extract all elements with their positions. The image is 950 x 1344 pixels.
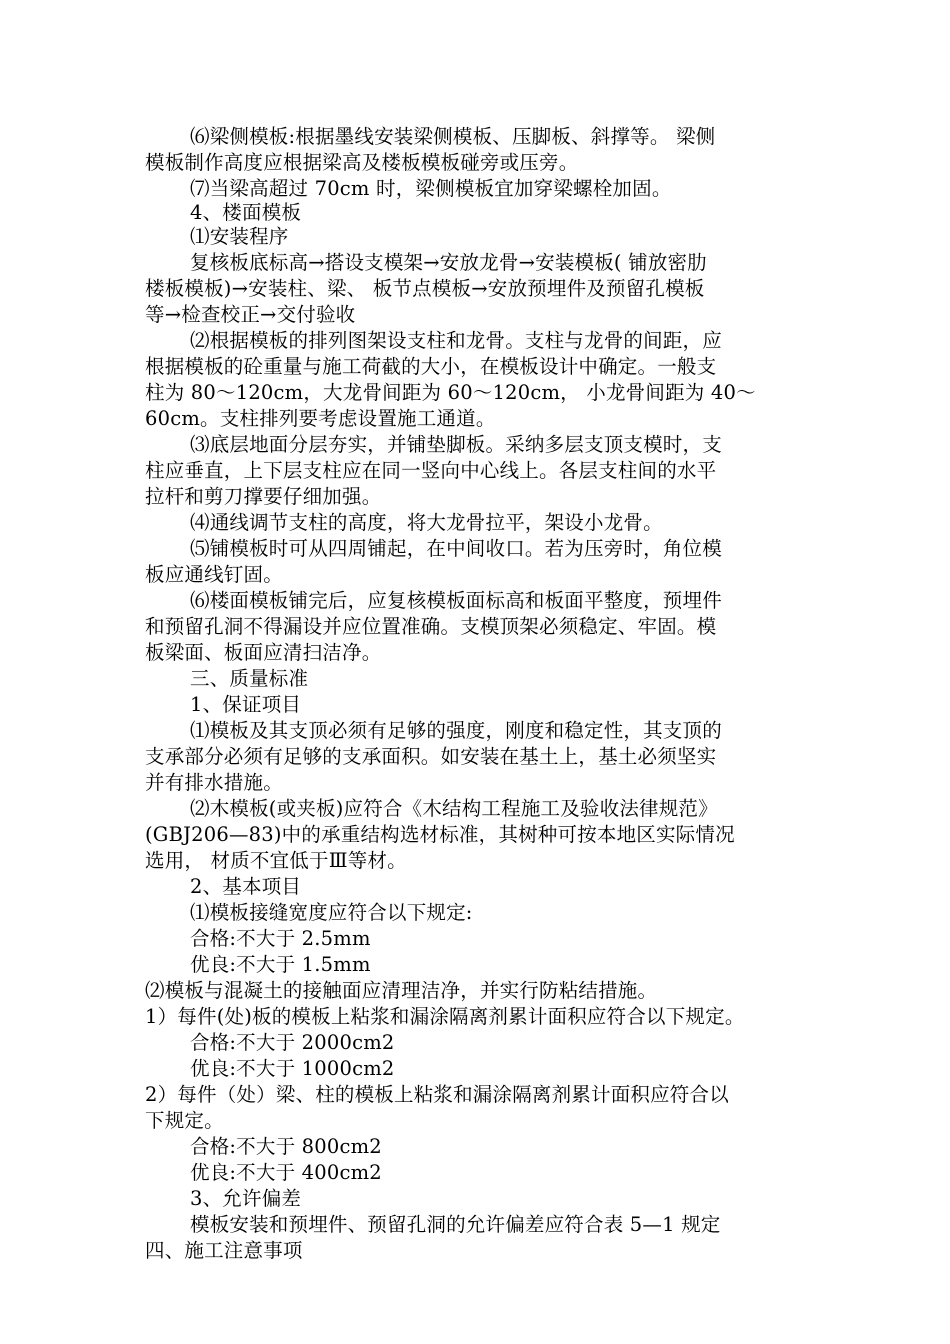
text-line: 下规定。	[145, 1109, 224, 1132]
text-line: 模板制作高度应根据梁高及楼板模板碰旁或压旁。	[145, 151, 579, 174]
text-line: 优良:不大于 1.5mm	[190, 953, 371, 976]
text-line: 和预留孔洞不得漏设并应位置准确。支模顶架必须稳定、牢固。模	[145, 615, 717, 638]
text-line: ⑵木模板(或夹板)应符合《木结构工程施工及验收法律规范》	[190, 797, 718, 820]
subheading: 1、保证项目	[190, 693, 302, 716]
section-heading: 四、施工注意事项	[145, 1239, 303, 1262]
text-line: 根据模板的砼重量与施工荷截的大小，在模板设计中确定。一般支	[145, 355, 717, 378]
subheading: 3、允许偏差	[190, 1187, 302, 1210]
section-heading: 4、楼面模板	[190, 201, 302, 224]
text-line: 等→检查校正→交付验收	[145, 303, 356, 326]
text-line: 优良:不大于 1000cm2	[190, 1057, 395, 1080]
section-heading: 三、质量标准	[190, 667, 309, 690]
text-line: 支承部分必须有足够的支承面积。如安装在基土上，基土必须坚实	[145, 745, 717, 768]
text-line: 板应通线钉固。	[145, 563, 283, 586]
text-line: ⑸铺模板时可从四周铺起，在中间收口。若为压旁时，角位模	[190, 537, 722, 560]
text-line: 1）每件(处)板的模板上粘浆和漏涂隔离剂累计面积应符合以下规定。	[145, 1005, 745, 1028]
text-line: 2）每件（处）梁、柱的模板上粘浆和漏涂隔离剂累计面积应符合以	[145, 1083, 729, 1106]
subheading: ⑴安装程序	[190, 225, 289, 248]
subheading: 2、基本项目	[190, 875, 302, 898]
text-line: ⑴模板及其支顶必须有足够的强度，刚度和稳定性，其支顶的	[190, 719, 722, 742]
text-line: (GBJ206—83)中的承重结构选材标准，其树种可按本地区实际情况	[145, 823, 735, 846]
text-line: 选用， 材质不宜低于Ⅲ等材。	[145, 849, 407, 872]
text-line: 并有排水措施。	[145, 771, 283, 794]
text-line: ⑷通线调节支柱的高度，将大龙骨拉平，架设小龙骨。	[190, 511, 663, 534]
text-line: 柱应垂直，上下层支柱应在同一竖向中心线上。各层支柱间的水平	[145, 459, 717, 482]
text-line: 复核板底标高→搭设支模架→安放龙骨→安装模板( 铺放密肋	[190, 251, 707, 274]
text-line: 楼板模板)→安装柱、梁、 板节点模板→安放预埋件及预留孔模板	[145, 277, 705, 300]
text-line: ⑹梁侧模板:根据墨线安装梁侧模板、压脚板、斜撑等。 梁侧	[190, 125, 716, 148]
text-line: ⑵根据模板的排列图架设支柱和龙骨。支柱与龙骨的间距，应	[190, 329, 722, 352]
text-line: ⑵模板与混凝土的接触面应清理洁净，并实行防粘结措施。	[145, 979, 658, 1002]
text-line: ⑴模板接缝宽度应符合以下规定:	[190, 901, 473, 924]
text-line: 合格:不大于 2000cm2	[190, 1031, 395, 1054]
text-line: 合格:不大于 2.5mm	[190, 927, 371, 950]
text-line: 拉杆和剪刀撑要仔细加强。	[145, 485, 382, 508]
text-line: 合格:不大于 800cm2	[190, 1135, 382, 1158]
text-line: ⑶底层地面分层夯实，并铺垫脚板。采纳多层支顶支模时，支	[190, 433, 722, 456]
text-line: 模板安装和预埋件、预留孔洞的允许偏差应符合表 5—1 规定	[190, 1213, 721, 1236]
text-line: 柱为 80～120cm，大龙骨间距为 60～120cm， 小龙骨间距为 40～	[145, 381, 756, 404]
text-line: 板梁面、板面应清扫洁净。	[145, 641, 382, 664]
text-line: ⑹楼面模板铺完后，应复核模板面标高和板面平整度，预埋件	[190, 589, 722, 612]
text-line: 60cm。支柱排列要考虑设置施工通道。	[145, 407, 496, 430]
text-line: 优良:不大于 400cm2	[190, 1161, 382, 1184]
text-line: ⑺当梁高超过 70cm 时，梁侧模板宜加穿梁螺栓加固。	[190, 177, 672, 200]
